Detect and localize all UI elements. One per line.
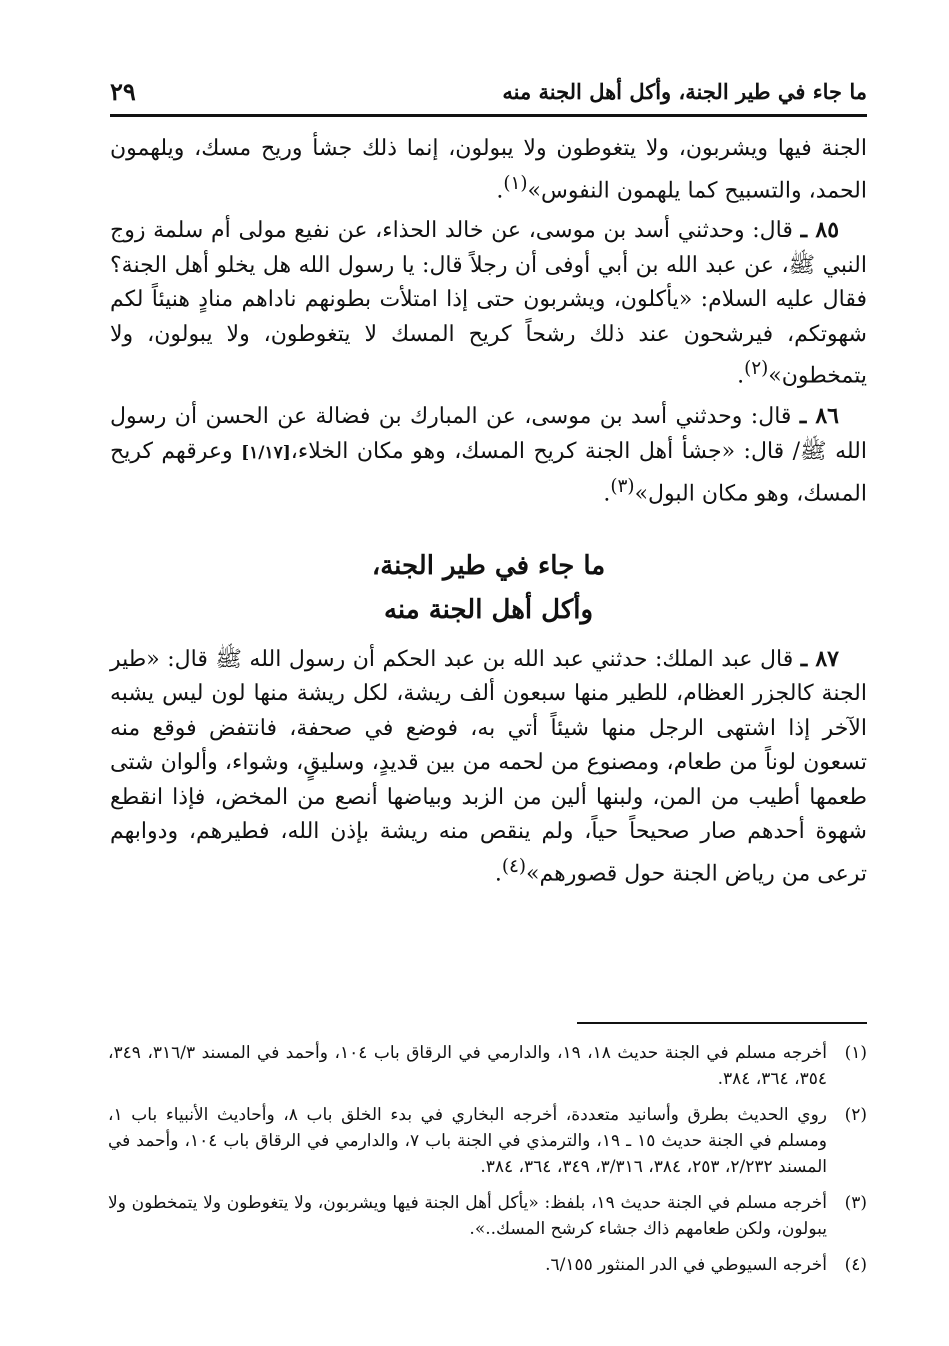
footnote [108,1190,867,1242]
margin-reference: [١/١٧] [241,442,291,463]
footnote [108,1102,867,1180]
paragraph-text: قال عبد الملك: حدثني عبد الله بن عبد الحكم أن رسول الله ﷺ قال: «طير الجنة كالجزر العظام، للطير منها سبعون ألف ريشة، لكل ريشة منها لون ليس يشبه الآخر إذا اشتهى الرجل منها شيئاً أتي به، فوضع في صحفة، فانتفض فوقع منه تسعون لوناً من طعام، ومصنوع من لحمه من بين قديدٍ، وسليقٍ، وشواء، وألوان شتى طعمها أطيب من المن، ولبنها ألين من الزبد وبياضها أنصع من المخض، فإذا انقطع شهوة أحدهم صار صحيحاً حياً، ولم ينقص منه ريشة بإذن الله، فطيرهم، ودوابهم ترعى من رياض الجنة حول قصورهم» [110,646,867,887]
footnote-ref: (٢) [744,358,769,380]
paragraph-85 [110,213,867,394]
hadith-number: ٨٥ ـ [800,217,840,244]
paragraph-text: قال: وحدثني أسد بن موسى، عن خالد الحذاء، عن نفيع مولى أم سلمة زوج النبي ﷺ، عن عبد الله بن أبي أوفى أن رجلاً قال: يا رسول الله هل يخلو أهل الجنة؟ فقال عليه السلام: «يأكلون، ويشربون حتى إذا امتلأت بطونهم ناداهم منادٍ هنيئاً لكم شهوتكم، فيرشحون عند ذلك رشحاً كريح المسك لا يتغوطون، ولا يبولون، ولا يتمخطون» [110,218,867,389]
paragraph-87 [110,642,867,892]
footnote-ref: (٤) [501,855,527,877]
footnote-text: أخرجه مسلم في الجنة حديث ١٩، بلفظ: «يأكل أهل الجنة فيها ويشربون، ولا يتغوطون ولا يتمخطون ولا يبولون، ولكن طعامهم ذاك جشاء كرشح المسك..». [108,1193,827,1239]
footnote-mark: (٣) [844,1193,867,1213]
paragraph-text: الجنة فيها ويشربون، ولا يتغوطون ولا يبولون، إنما ذلك جشأ وريح مسك، ويلهمون الحمد، والتسبيح كما يلهمون النفوس» [110,136,867,203]
paragraph-tail: . [496,177,504,203]
running-title: ما جاء في طير الجنة، وأكل أهل الجنة منه [502,78,867,104]
main-text [110,132,867,897]
footnote [108,1040,867,1092]
footnote-text: روي الحديث بطرق وأسانيد متعددة، أخرجه البخاري في بدء الخلق باب ٨، وأحاديث الأنبياء باب ١، ومسلم في الجنة حديث ١٥ ـ ١٩، والترمذي في الجنة باب ٧، والدارمي في الرقاق باب ١٠٤، وأحمد في المسند ٢/٢٣٢، ٢٥٣، ٣٨٤، ٣/٣١٦، ٣٤٩، ٣٦٤، ٣٨٤. [108,1105,827,1177]
footnote-mark: (٢) [844,1105,867,1125]
footnote-ref: (٣) [610,476,635,498]
footnote-ref: (١) [503,172,528,194]
paragraph-tail: . [603,481,611,507]
section-heading [110,544,867,632]
page-number: ٢٩ [110,76,136,106]
hadith-number: ٨٦ ـ [799,403,839,430]
paragraph-text-continued: وعرقهم كريح المسك، وهو مكان البول» [110,438,867,507]
page-header [110,68,867,117]
paragraph-tail: . [494,861,502,887]
paragraph-text: قال: وحدثني أسد بن موسى، عن المبارك بن فضالة عن الحسن أن رسول الله ﷺ/ قال: «جشأ أهل الجنة كريح المسك، وهو مكان الخلاء، [110,404,867,464]
footnote-mark: (١) [844,1043,867,1063]
footnote-text: أخرجه مسلم في الجنة حديث ١٨، ١٩، والدارمي في الرقاق باب ١٠٤، وأحمد في المسند ٣١٦/٣، ٣٤٩، ٣٥٤، ٣٦٤، ٣٨٤. [108,1043,828,1089]
paragraph-86 [110,399,867,512]
footnote-mark: (٤) [844,1255,867,1275]
paragraph-tail: . [737,363,745,389]
footnotes [108,1040,867,1288]
hadith-number: ٨٧ ـ [800,645,839,672]
footnote-separator [577,1022,867,1024]
section-heading-line-1: ما جاء في طير الجنة، [371,550,606,581]
footnote [108,1252,867,1278]
paragraph-continuation [110,132,867,208]
footnote-text: أخرجه السيوطي في الدر المنثور ٦/١٥٥. [545,1255,827,1275]
section-heading-line-2: وأكل أهل الجنة منه [383,594,594,625]
